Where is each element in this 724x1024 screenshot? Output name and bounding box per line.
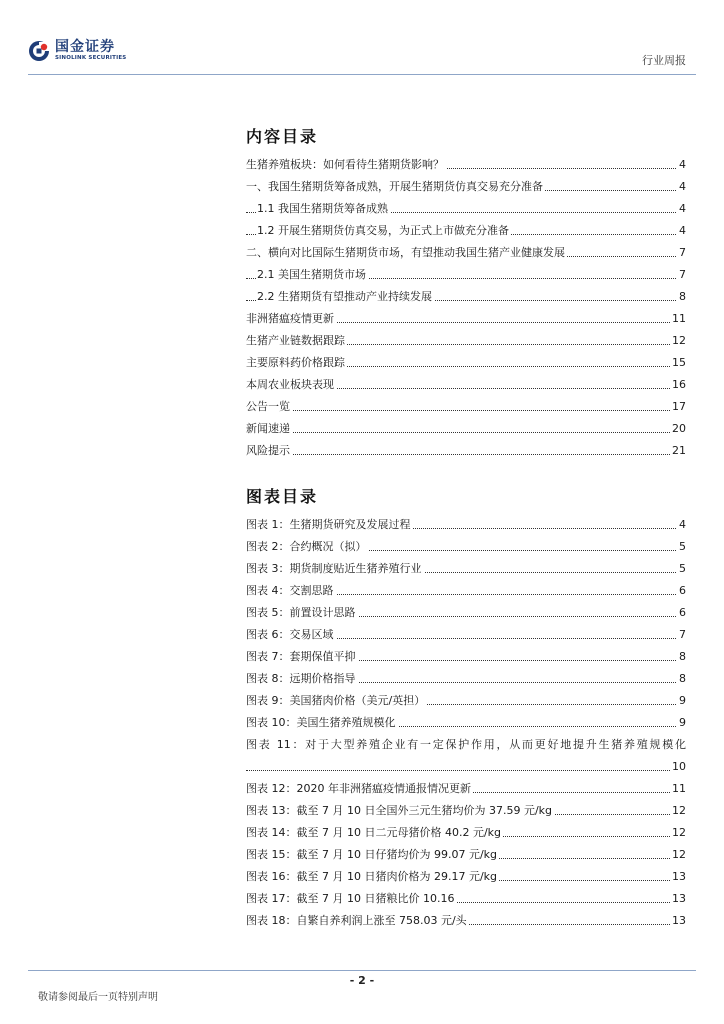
toc-entry-title: 一、我国生猪期货筹备成熟，开展生猪期货仿真交易充分准备	[246, 180, 543, 193]
toc-entry-title: 主要原料药价格跟踪	[246, 356, 345, 369]
toc-entry-page: 7	[679, 268, 686, 281]
table-of-contents	[246, 124, 686, 463]
figure-entry[interactable]	[246, 779, 686, 801]
figure-entry-page: 13	[672, 892, 686, 905]
toc-entry-title: 生猪养殖板块：如何看待生猪期货影响？	[246, 158, 444, 171]
report-type-label: 行业周报	[642, 54, 686, 67]
toc-entry[interactable]	[246, 419, 686, 441]
figure-entry[interactable]	[246, 625, 686, 647]
toc-entry-page: 4	[679, 158, 686, 171]
toc-entry[interactable]	[246, 353, 686, 375]
figure-entry-title: 图表 1：生猪期货研究及发展过程	[246, 518, 411, 531]
figure-entry-page: 12	[672, 826, 686, 839]
toc-entry-title: 本周农业板块表现	[246, 378, 334, 391]
figure-entry[interactable]	[246, 559, 686, 581]
figure-entry-title: 图表 3：期货制度贴近生猪养殖行业	[246, 562, 422, 575]
figure-entry-page: 13	[672, 914, 686, 927]
toc-entry[interactable]	[246, 397, 686, 419]
figure-entry[interactable]	[246, 581, 686, 603]
figure-entry[interactable]	[246, 691, 686, 713]
figure-entry-title: 图表 14：截至 7 月 10 日二元母猪价格 40.2 元/kg	[246, 826, 502, 839]
logo-mark-icon	[28, 40, 50, 62]
figure-entry-title: 图表 11：对于大型养殖企业有一定保护作用，从而更好地提升生猪养殖规模化	[246, 738, 686, 751]
figure-entry-page: 5	[679, 540, 686, 553]
leader-dots	[246, 770, 686, 771]
figure-entry[interactable]	[246, 515, 686, 537]
figure-entry-title: 图表 16：截至 7 月 10 日猪肉价格为 29.17 元/kg	[246, 870, 498, 883]
figure-entry-page: 10	[672, 760, 686, 773]
figure-entry[interactable]	[246, 845, 686, 867]
figure-entry[interactable]	[246, 647, 686, 669]
toc-entry-page: 11	[672, 312, 686, 325]
toc-entry-title: 1.1 我国生猪期货筹备成熟	[257, 202, 388, 215]
leader-dots	[246, 432, 686, 433]
toc-subentry[interactable]	[246, 221, 686, 243]
figure-entry-title: 图表 2：合约概况（拟）	[246, 540, 367, 553]
figure-entry-page: 9	[679, 716, 686, 729]
toc-entry[interactable]	[246, 243, 686, 265]
toc-entry-title: 二、横向对比国际生猪期货市场，有望推动我国生猪产业健康发展	[246, 246, 565, 259]
toc-entry-page: 16	[672, 378, 686, 391]
toc-entry-page: 4	[679, 202, 686, 215]
company-logo	[28, 40, 126, 62]
figure-entry-page: 12	[672, 804, 686, 817]
footer-divider	[28, 970, 696, 971]
toc-entry-page: 21	[672, 444, 686, 457]
logo-name-cn: 国金证券	[55, 39, 115, 56]
toc-entry-title: 公告一览	[246, 400, 290, 413]
page-number: - 2 -	[349, 974, 375, 987]
figure-entry-page: 9	[679, 694, 686, 707]
figure-entry-title: 图表 10：美国生猪养殖规模化	[246, 716, 396, 729]
figure-entry-title: 图表 17：截至 7 月 10 日猪粮比价 10.16	[246, 892, 455, 905]
figure-entry-page: 8	[679, 650, 686, 663]
figure-entry-page: 4	[679, 518, 686, 531]
footer-disclaimer: 敬请参阅最后一页特别声明	[38, 992, 158, 1003]
figure-entry-page: 6	[679, 584, 686, 597]
toc-entry-title: 生猪产业链数据跟踪	[246, 334, 345, 347]
figure-entry-page: 12	[672, 848, 686, 861]
figure-entry-title: 图表 18：自繁自养利润上涨至 758.03 元/头	[246, 914, 467, 927]
figure-index	[246, 484, 686, 933]
logo-name-en: SINOLINK SECURITIES	[55, 55, 127, 62]
toc-entry-page: 8	[679, 290, 686, 303]
toc-entry-page: 12	[672, 334, 686, 347]
figure-entry-title: 图表 12：2020 年非洲猪瘟疫情通报情况更新	[246, 782, 471, 795]
toc-entry-page: 7	[679, 246, 686, 259]
figure-entry-page: 5	[679, 562, 686, 575]
figure-entry-title: 图表 5：前置设计思路	[246, 606, 356, 619]
toc-entry-page: 15	[672, 356, 686, 369]
figure-entry[interactable]	[246, 867, 686, 889]
figure-index-title: 图表目录	[246, 487, 319, 506]
toc-entry-page: 20	[672, 422, 686, 435]
toc-entry[interactable]	[246, 309, 686, 331]
toc-entry[interactable]	[246, 155, 686, 177]
toc-entry[interactable]	[246, 177, 686, 199]
leader-dots	[246, 454, 686, 455]
figure-entry[interactable]	[246, 537, 686, 559]
figure-entry[interactable]	[246, 889, 686, 911]
figure-entry[interactable]	[246, 735, 686, 779]
figure-entry-title: 图表 4：交割思路	[246, 584, 334, 597]
toc-entry-page: 17	[672, 400, 686, 413]
figure-entry[interactable]	[246, 669, 686, 691]
figure-entry-title: 图表 9：美国猪肉价格（美元/英担）	[246, 694, 426, 707]
toc-entry[interactable]	[246, 441, 686, 463]
figure-entry-title: 图表 13：截至 7 月 10 日全国外三元生猪均价为 37.59 元/kg	[246, 804, 553, 817]
figure-entry-title: 图表 6：交易区域	[246, 628, 334, 641]
figure-entry[interactable]	[246, 603, 686, 625]
toc-subentry[interactable]	[246, 287, 686, 309]
toc-entry[interactable]	[246, 375, 686, 397]
figure-entry-page: 6	[679, 606, 686, 619]
toc-entry-title: 新闻速递	[246, 422, 290, 435]
toc-entry-title: 非洲猪瘟疫情更新	[246, 312, 334, 325]
header-divider	[28, 74, 696, 75]
figure-entry-page: 7	[679, 628, 686, 641]
figure-entry-title: 图表 15：截至 7 月 10 日仔猪均价为 99.07 元/kg	[246, 848, 498, 861]
toc-entry-page: 4	[679, 224, 686, 237]
toc-entry-title: 风险提示	[246, 444, 290, 457]
leader-dots	[246, 410, 686, 411]
page-header	[0, 0, 724, 76]
toc-entry-title: 2.2 生猪期货有望推动产业持续发展	[257, 290, 432, 303]
figure-entry[interactable]	[246, 911, 686, 933]
toc-entry[interactable]	[246, 331, 686, 353]
toc-subentry[interactable]	[246, 265, 686, 287]
figure-entry[interactable]	[246, 823, 686, 845]
figure-entry[interactable]	[246, 801, 686, 823]
figure-entry-title: 图表 8：远期价格指导	[246, 672, 356, 685]
toc-entry-page: 4	[679, 180, 686, 193]
figure-entry-page: 13	[672, 870, 686, 883]
figure-entry[interactable]	[246, 713, 686, 735]
toc-title: 内容目录	[246, 127, 319, 146]
toc-entry-title: 1.2 开展生猪期货仿真交易，为正式上市做充分准备	[257, 224, 509, 237]
figure-entry-page: 11	[672, 782, 686, 795]
toc-entry-title: 2.1 美国生猪期货市场	[257, 268, 366, 281]
toc-subentry[interactable]	[246, 199, 686, 221]
figure-entry-title: 图表 7：套期保值平抑	[246, 650, 356, 663]
figure-entry-page: 8	[679, 672, 686, 685]
